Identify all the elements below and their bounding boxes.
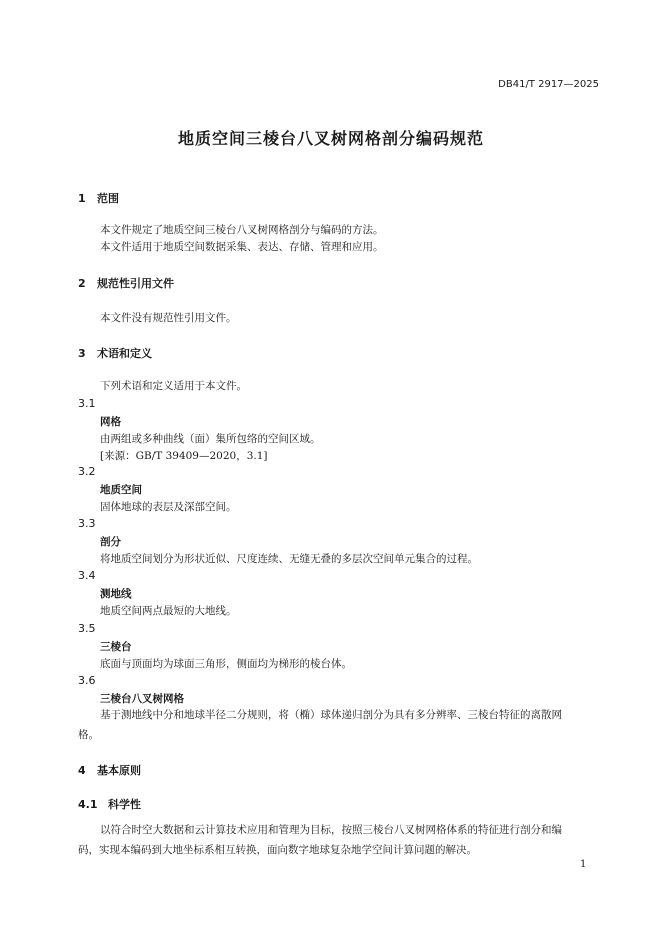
section-title: 术语和定义 (97, 347, 152, 360)
page-number: 1 (580, 859, 587, 870)
section-number: 1 (78, 192, 86, 205)
term-definition: 底面与顶面均为球面三角形，侧面均为梯形的棱台体。 (100, 658, 352, 670)
term-number: 3.4 (78, 569, 96, 582)
standard-code: DB41/T 2917—2025 (498, 79, 599, 90)
term-number: 3.6 (78, 674, 96, 687)
section-number: 2 (78, 277, 86, 290)
term-definition: 由两组或多种曲线（面）集所包络的空间区域。 (100, 433, 321, 445)
term-name: 测地线 (100, 588, 132, 600)
paragraph: 以符合时空大数据和云计算技术应用和管理为目标，按照三棱台八叉树网格体系的特征进行剖分和编码，实现本编码到大地坐标系相互转换，面向数字地球复杂地学空间计算问题的解决。 (78, 824, 562, 856)
section-heading (78, 762, 141, 778)
paragraph: 本文件没有规范性引用文件。 (100, 312, 237, 324)
term-definition: 地质空间两点最短的大地线。 (100, 605, 237, 617)
subsection-number: 4.1 (78, 798, 98, 811)
paragraph: 下列术语和定义适用于本文件。 (100, 380, 247, 392)
paragraph: 本文件规定了地质空间三棱台八叉树网格剖分与编码的方法。 (100, 224, 384, 236)
term-name: 网格 (100, 416, 121, 428)
term-definition: 将地质空间划分为形状近似、尺度连续、无缝无叠的多层次空间单元集合的过程。 (100, 553, 478, 565)
section-heading (78, 275, 174, 291)
subsection-title: 科学性 (108, 798, 141, 811)
term-name: 三棱台八叉树网格 (100, 693, 184, 705)
term-definition: 基于测地线中分和地球半径二分规则，将（椭）球体递归剖分为具有多分辨率、三棱台特征的离散网格。 (78, 709, 562, 741)
paragraph: 本文件适用于地质空间数据采集、表达、存储、管理和应用。 (100, 241, 384, 253)
term-name: 剖分 (100, 536, 121, 548)
term-name: 三棱台 (100, 641, 132, 653)
section-title: 规范性引用文件 (97, 277, 174, 290)
term-source: [来源：GB/T 39409—2020，3.1] (100, 450, 268, 462)
subsection-heading (78, 796, 141, 812)
term-definition: 固体地球的表层及深部空间。 (100, 501, 237, 513)
term-number: 3.1 (78, 397, 96, 410)
section-number: 3 (78, 347, 86, 360)
section-heading (78, 190, 119, 206)
section-heading (78, 345, 152, 361)
term-number: 3.5 (78, 622, 96, 635)
section-number: 4 (78, 764, 86, 777)
section-title: 基本原则 (97, 764, 141, 777)
document-title: 地质空间三棱台八叉树网格剖分编码规范 (177, 129, 484, 148)
section-title: 范围 (97, 192, 119, 205)
term-number: 3.2 (78, 465, 96, 478)
term-name: 地质空间 (100, 484, 142, 496)
term-number: 3.3 (78, 517, 96, 530)
